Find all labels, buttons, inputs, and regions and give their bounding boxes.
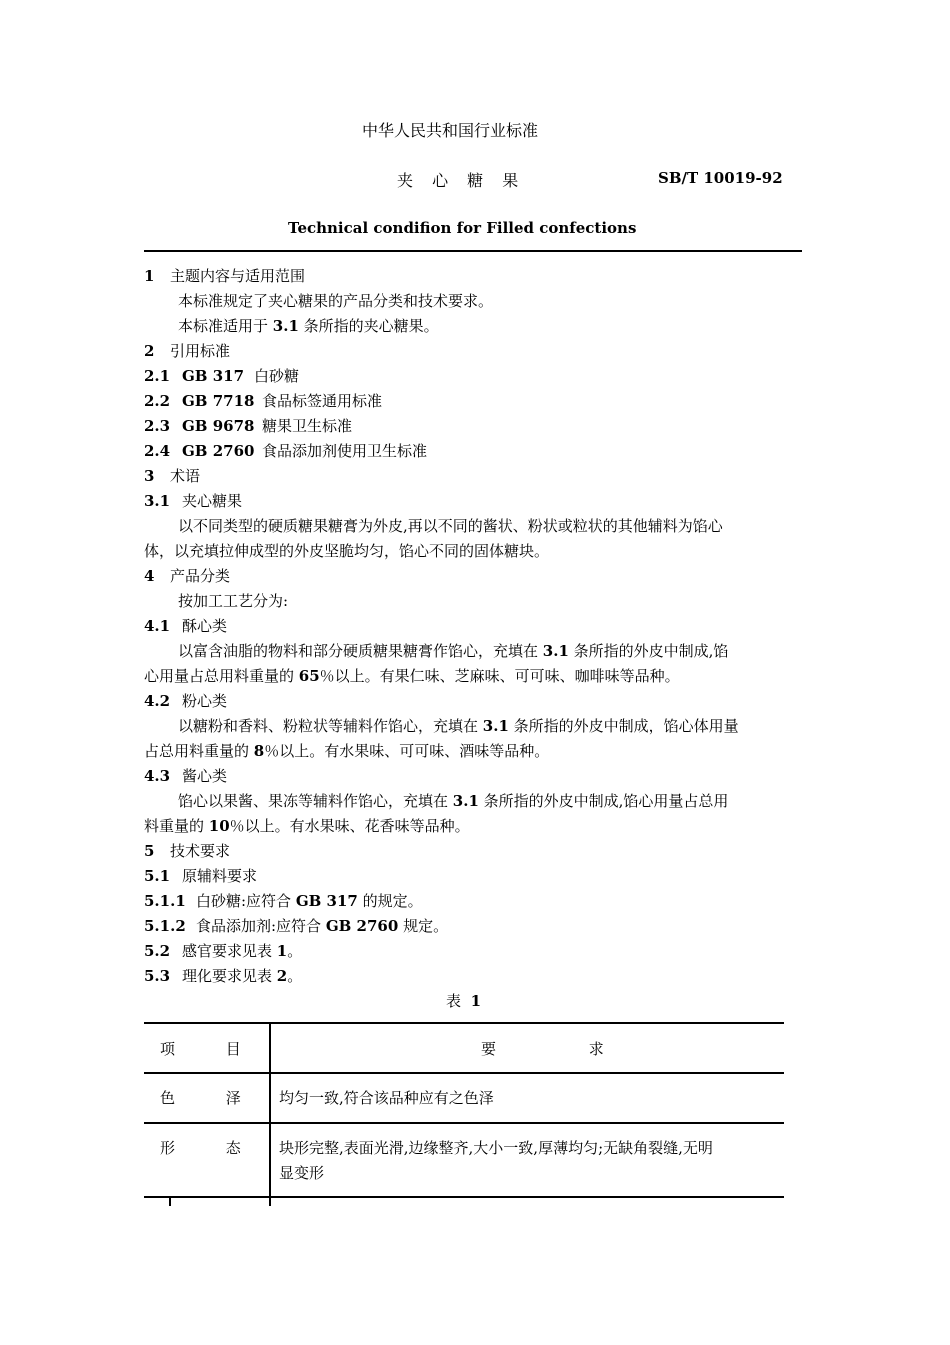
table-column-divider	[269, 1022, 271, 1206]
table-cell-requirement-continued: 显变形	[279, 1164, 325, 1182]
subsection-heading: 3.1 夹心糖果	[144, 492, 243, 510]
paragraph: 体，以充填拉伸成型的外皮坚脆均匀，馅心不同的固体糖块。	[144, 542, 550, 560]
standard-code: SB/T 10019-92	[658, 169, 783, 187]
subsection-item: 5.2 感官要求见表 1。	[144, 942, 303, 960]
table-cell-item: 形 态	[160, 1139, 241, 1157]
paragraph: 心用量占总用料重量的 65％以上。有果仁味、芝麻味、可可味、咖啡味等品种。	[144, 667, 680, 685]
paragraph: 以不同类型的硬质糖果糖膏为外皮,再以不同的酱状、粉状或粒状的其他辅料为馅心	[178, 517, 723, 535]
reference-item: 2.3 GB 9678 糖果卫生标准	[144, 417, 353, 435]
document-title: 夹 心 糖 果	[397, 171, 519, 190]
reference-item: 2.2 GB 7718 食品标签通用标准	[144, 392, 383, 410]
table-row-rule	[144, 1196, 784, 1198]
paragraph: 本标准规定了夹心糖果的产品分类和技术要求。	[178, 292, 494, 310]
reference-item: 2.4 GB 2760 食品添加剂使用卫生标准	[144, 442, 428, 460]
paragraph: 料重量的 10％以上。有水果味、花香味等品种。	[144, 817, 470, 835]
section-heading: 4 产品分类	[144, 567, 231, 585]
table-cell-item: 色 泽	[160, 1089, 241, 1107]
english-title: Technical condifion for Filled confections	[288, 219, 637, 237]
table-caption: 表 1	[446, 992, 481, 1010]
table-header-requirement: 要 求	[481, 1040, 604, 1058]
subsection-heading: 4.2 粉心类	[144, 692, 228, 710]
subsection-item: 5.1.1 白砂糖:应符合 GB 317 的规定。	[144, 892, 423, 910]
section-heading: 1 主题内容与适用范围	[144, 267, 306, 285]
subsection-heading: 5.1 原辅料要求	[144, 867, 258, 885]
paragraph: 本标准适用于 3.1 条所指的夹心糖果。	[178, 317, 439, 335]
reference-item: 2.1 GB 317 白砂糖	[144, 367, 300, 385]
table-top-rule	[144, 1022, 784, 1024]
table-column-stub	[169, 1196, 171, 1206]
section-heading: 3 术语	[144, 467, 201, 485]
section-heading: 2 引用标准	[144, 342, 231, 360]
table-row-rule	[144, 1072, 784, 1074]
section-heading: 5 技术要求	[144, 842, 231, 860]
standard-organization: 中华人民共和国行业标准	[362, 121, 539, 140]
subsection-heading: 4.1 酥心类	[144, 617, 228, 635]
paragraph: 以富含油脂的物料和部分硬质糖果糖膏作馅心，充填在 3.1 条所指的外皮中制成,馅	[178, 642, 729, 660]
table-cell-requirement: 块形完整,表面光滑,边缘整齐,大小一致,厚薄均匀;无缺角裂缝,无明	[279, 1139, 713, 1157]
paragraph: 以糖粉和香料、粉粒状等辅料作馅心，充填在 3.1 条所指的外皮中制成，馅心体用量	[178, 717, 739, 735]
table-row-rule	[144, 1122, 784, 1124]
paragraph: 占总用料重量的 8％以上。有水果味、可可味、酒味等品种。	[144, 742, 550, 760]
table-header-item: 项 目	[160, 1040, 241, 1058]
table-cell-requirement: 均匀一致,符合该品种应有之色泽	[279, 1089, 494, 1107]
subsection-heading: 4.3 酱心类	[144, 767, 228, 785]
paragraph: 馅心以果酱、果冻等辅料作馅心，充填在 3.1 条所指的外皮中制成,馅心用量占总用	[178, 792, 729, 810]
subsection-item: 5.1.2 食品添加剂:应符合 GB 2760 规定。	[144, 917, 449, 935]
paragraph: 按加工工艺分为:	[178, 592, 289, 610]
header-divider	[144, 250, 802, 252]
subsection-item: 5.3 理化要求见表 2。	[144, 967, 303, 985]
